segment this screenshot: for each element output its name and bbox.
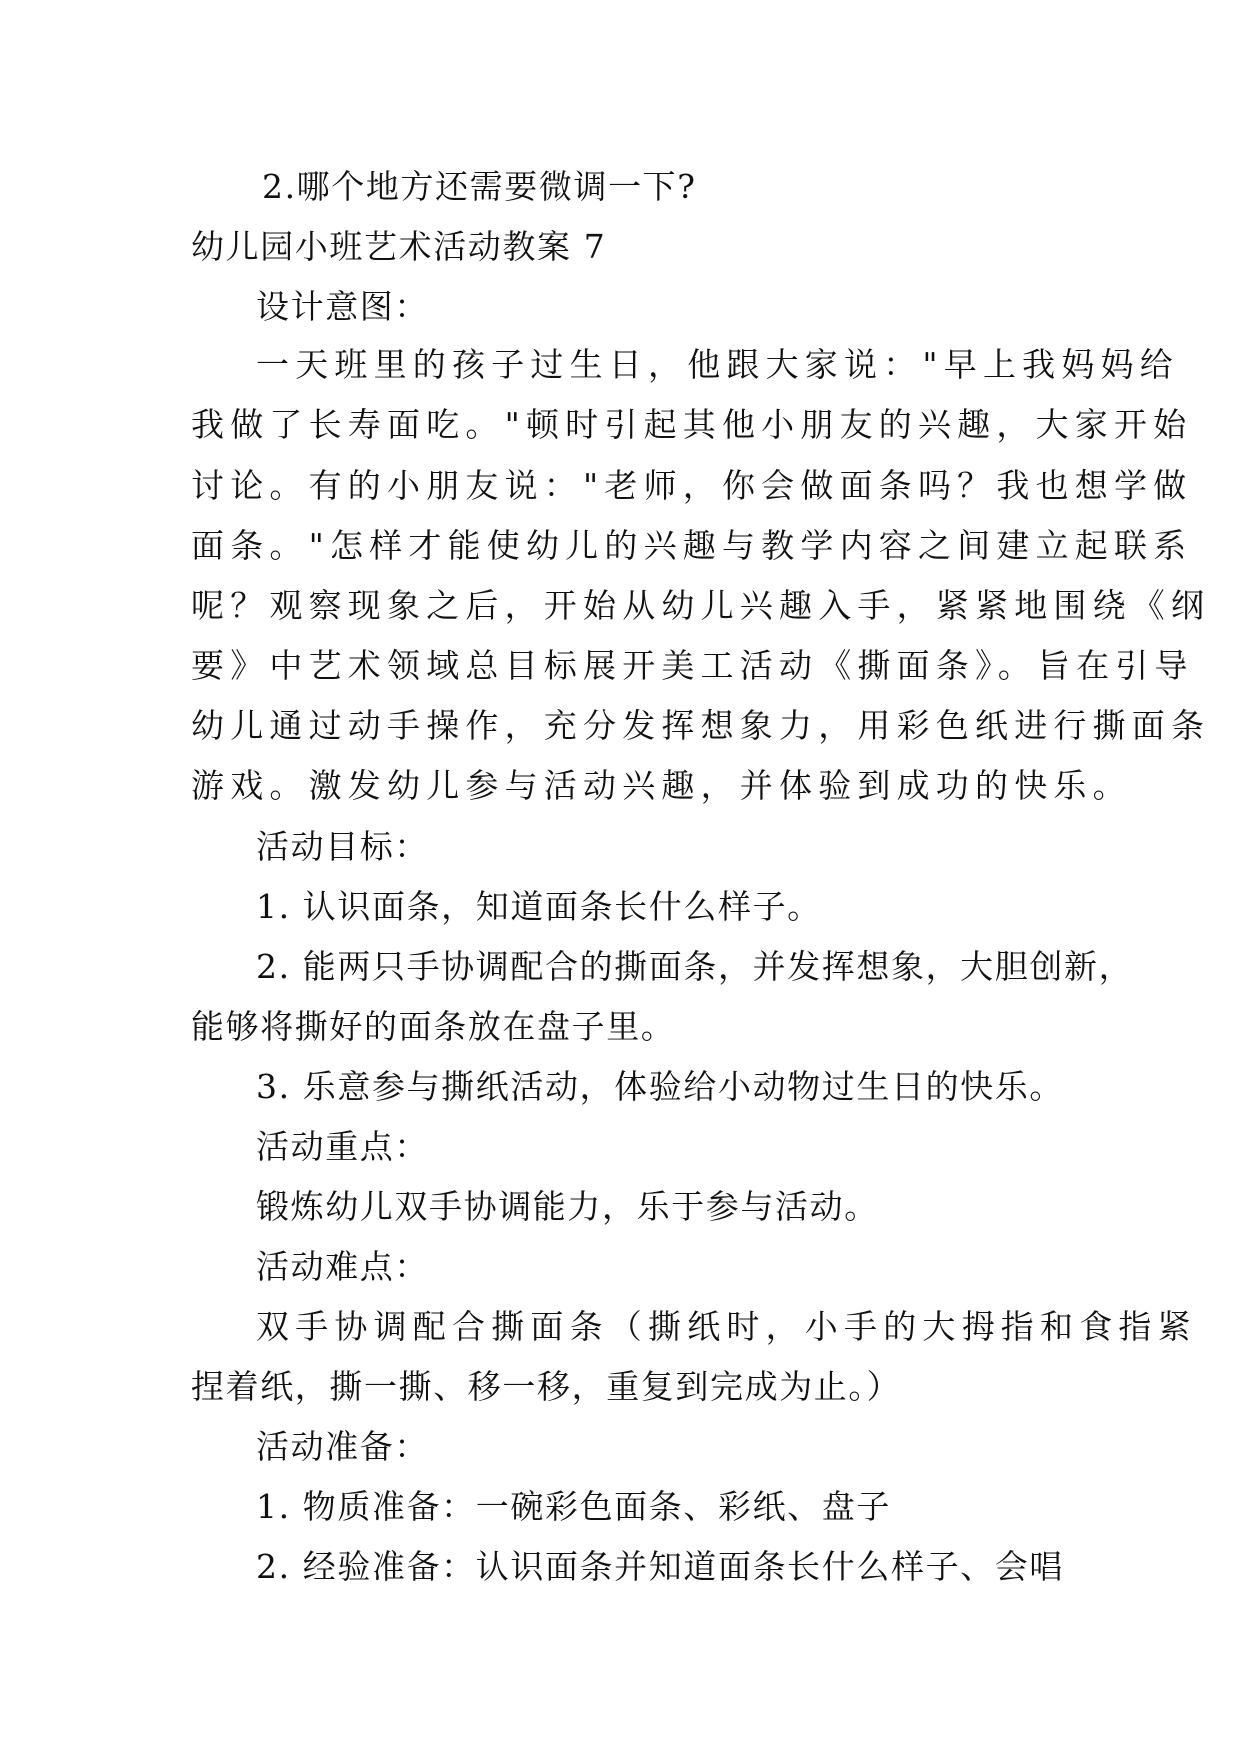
list-item: 1. 认识面条，知道面条长什么样子。 [256, 887, 822, 926]
heading-preparation: 活动准备： [256, 1427, 429, 1466]
paragraph-line: 我做了长寿面吃。"顿时引起其他小朋友的兴趣，大家开始 [191, 405, 1193, 444]
paragraph-line: 锻炼幼儿双手协调能力，乐于参与活动。 [256, 1187, 879, 1226]
list-item: 2. 能两只手协调配合的撕面条，并发挥想象，大胆创新， [256, 947, 1134, 986]
heading-design-intent: 设计意图： [256, 287, 429, 326]
list-item: 3. 乐意参与撕纸活动，体验给小动物过生日的快乐。 [256, 1067, 1064, 1106]
paragraph-line: 讨论。有的小朋友说："老师，你会做面条吗？我也想学做 [191, 466, 1193, 505]
paragraph-line: 游戏。激发幼儿参与活动兴趣，并体验到成功的快乐。 [191, 766, 1132, 805]
heading-key-point: 活动重点： [256, 1127, 429, 1166]
list-item: 2. 经验准备：认识面条并知道面条长什么样子、会唱 [256, 1547, 1064, 1586]
question-line: 2.哪个地方还需要微调一下? [262, 167, 697, 206]
heading-difficulty: 活动难点： [256, 1247, 429, 1286]
section-title: 幼儿园小班艺术活动教案 7 [191, 227, 607, 266]
paragraph-line: 要》中艺术领域总目标展开美工活动《撕面条》。旨在引导 [191, 646, 1194, 685]
paragraph-line: 捏着纸，撕一撕、移一移，重复到完成为止。） [191, 1367, 902, 1406]
heading-goals: 活动目标： [256, 827, 429, 866]
paragraph-line: 双手协调配合撕面条（撕纸时，小手的大拇指和食指紧 [256, 1307, 1197, 1346]
paragraph-line: 呢？观察现象之后，开始从幼儿兴趣入手，紧紧地围绕《纲 [191, 586, 1211, 625]
list-item: 1. 物质准备：一碗彩色面条、彩纸、盘子 [256, 1487, 891, 1526]
paragraph-line: 幼儿通过动手操作，充分发挥想象力，用彩色纸进行撕面条 [191, 706, 1211, 745]
list-item-continuation: 能够将撕好的面条放在盘子里。 [191, 1007, 676, 1046]
paragraph-line: 一天班里的孩子过生日，他跟大家说："早上我妈妈给 [256, 345, 1179, 384]
paragraph-line: 面条。"怎样才能使幼儿的兴趣与教学内容之间建立起联系 [191, 526, 1193, 565]
